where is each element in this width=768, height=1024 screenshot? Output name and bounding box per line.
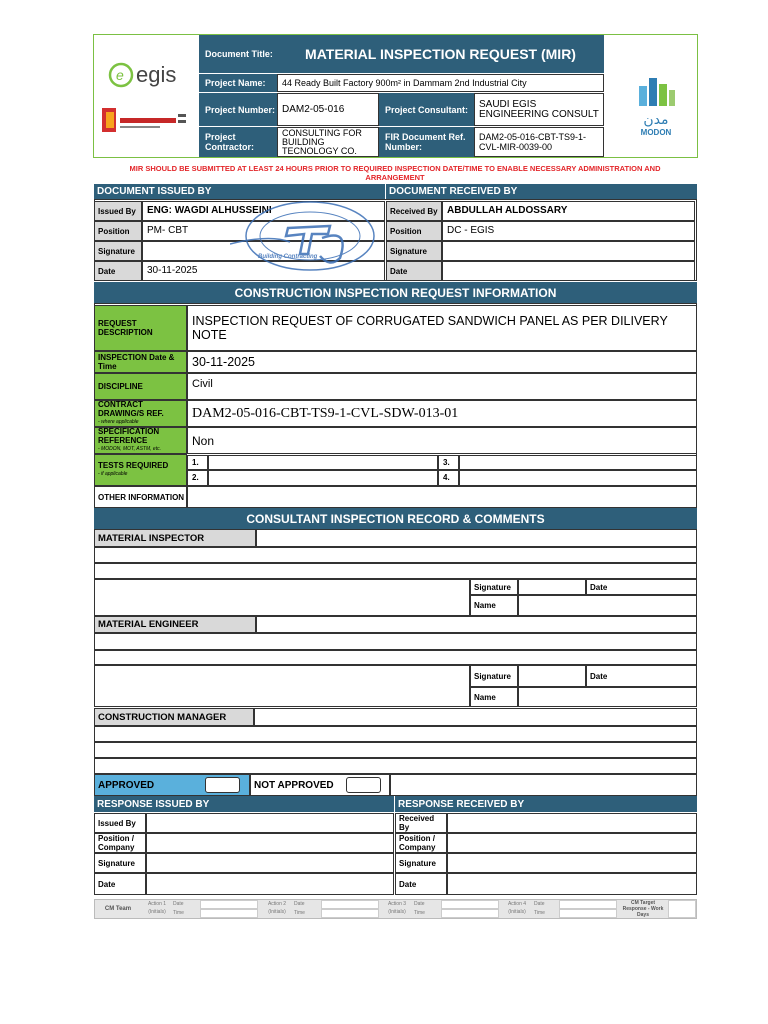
project-number: DAM2-05-016 bbox=[277, 93, 379, 126]
resp-issued-date-label: Date bbox=[94, 873, 146, 895]
cm-target-field[interactable] bbox=[668, 900, 696, 918]
construction-manager-label: CONSTRUCTION MANAGER bbox=[94, 708, 254, 726]
other-value[interactable] bbox=[187, 486, 697, 508]
drawing-sub: - where applicable bbox=[98, 419, 139, 425]
test-3-field[interactable] bbox=[459, 455, 697, 470]
not-approved-checkbox[interactable] bbox=[346, 777, 381, 793]
drawing-value: DAM2-05-016-CBT-TS9-1-CVL-SDW-013-01 bbox=[187, 400, 697, 427]
cbt-logo bbox=[98, 104, 190, 138]
received-by-label: Received By bbox=[386, 201, 442, 221]
modon-logo bbox=[628, 74, 684, 142]
spec-sub: - MODON, MOT, ASTM, etc. bbox=[98, 446, 161, 452]
spec-label: SPECIFICATION REFERENCE bbox=[98, 427, 160, 445]
cm-team-label: CM Team bbox=[104, 906, 132, 912]
mi-date-label: Date bbox=[586, 579, 697, 595]
insp-date-label: INSPECTION Date & Time bbox=[94, 351, 187, 373]
me-comment-row-1[interactable] bbox=[94, 633, 697, 650]
action-2-time-field[interactable] bbox=[321, 909, 379, 918]
project-contractor-label: Project Contractor: bbox=[199, 127, 277, 157]
resp-received-date-field[interactable] bbox=[447, 873, 697, 895]
mi-signature-label: Signature bbox=[470, 579, 518, 595]
issued-position-value: PM- CBT bbox=[142, 221, 385, 241]
modon-text: MODON bbox=[640, 128, 672, 137]
action-4-time-field[interactable] bbox=[559, 909, 617, 918]
resp-received-position-label: Position / Company bbox=[395, 833, 447, 853]
issued-date-value: 30-11-2025 bbox=[142, 261, 385, 281]
resp-issued-by-label: Issued By bbox=[94, 813, 146, 833]
action-1: Action 1 (Initials) bbox=[147, 901, 167, 915]
company-stamp bbox=[230, 198, 380, 278]
discipline-label: DISCIPLINE bbox=[94, 373, 187, 400]
drawing-label: CONTRACT DRAWING/S REF. bbox=[98, 400, 164, 418]
received-position-value: DC - EGIS bbox=[442, 221, 695, 241]
resp-received-signature-field[interactable] bbox=[447, 853, 697, 873]
resp-issued-signature-field[interactable] bbox=[146, 853, 394, 873]
stamp-text: Building Contracting bbox=[258, 254, 318, 260]
test-2-num: 2. bbox=[187, 470, 208, 486]
action-2-datetime: Date Time bbox=[294, 901, 305, 916]
response-issued-header: RESPONSE ISSUED BY bbox=[94, 796, 394, 812]
request-value: INSPECTION REQUEST OF CORRUGATED SANDWICH PANEL AS PER DILIVERY NOTE bbox=[187, 305, 697, 351]
received-header: DOCUMENT RECEIVED BY bbox=[386, 184, 697, 199]
action-2: Action 2 (Initials) bbox=[267, 901, 287, 915]
project-consultant-label: Project Consultant: bbox=[379, 93, 474, 126]
test-1-num: 1. bbox=[187, 455, 208, 470]
stamp-icon bbox=[230, 198, 380, 278]
resp-received-date-label: Date bbox=[395, 873, 447, 895]
received-date-label: Date bbox=[386, 261, 442, 281]
project-number-label: Project Number: bbox=[199, 93, 277, 126]
resp-received-by-field[interactable] bbox=[447, 813, 697, 833]
egis-logo-text: egis bbox=[136, 62, 177, 87]
mi-signature-field[interactable] bbox=[518, 579, 586, 595]
material-inspector-field[interactable] bbox=[256, 529, 697, 547]
mi-name-field[interactable] bbox=[518, 595, 697, 616]
received-by-value: ABDULLAH ALDOSSARY bbox=[442, 201, 695, 221]
construction-manager-field[interactable] bbox=[254, 708, 697, 726]
spec-label-cell bbox=[94, 427, 187, 454]
spec-value: Non bbox=[187, 427, 697, 454]
modon-arabic: مدن bbox=[643, 112, 669, 128]
me-date-label: Date bbox=[586, 665, 697, 687]
resp-issued-by-field[interactable] bbox=[146, 813, 394, 833]
approval-remarks[interactable] bbox=[390, 774, 697, 796]
received-signature-value[interactable] bbox=[442, 241, 695, 261]
issued-signature-label: Signature bbox=[94, 241, 142, 261]
received-position-label: Position bbox=[386, 221, 442, 241]
doc-title: MATERIAL INSPECTION REQUEST (MIR) bbox=[277, 35, 604, 73]
test-2-field[interactable] bbox=[208, 470, 438, 486]
received-signature-label: Signature bbox=[386, 241, 442, 261]
tests-sub: - if applicable bbox=[98, 471, 128, 477]
action-3-time-field[interactable] bbox=[441, 909, 499, 918]
me-signature-field[interactable] bbox=[518, 665, 586, 687]
mi-comment-row-3[interactable] bbox=[94, 579, 470, 616]
action-3-date-field[interactable] bbox=[441, 900, 499, 909]
notice: MIR SHOULD BE SUBMITTED AT LEAST 24 HOURS PRIOR TO REQUIRED INSPECTION DATE/TIME TO ENABLE NECESSARY ADMINISTRATION AND ARRANGEMENT bbox=[129, 164, 661, 182]
egis-e-icon bbox=[108, 62, 134, 88]
resp-received-position-field[interactable] bbox=[447, 833, 697, 853]
resp-received-by-label: Received By bbox=[395, 813, 447, 833]
material-engineer-label: MATERIAL ENGINEER bbox=[94, 616, 256, 633]
me-comment-row-3[interactable] bbox=[94, 665, 470, 707]
issued-by-label: Issued By bbox=[94, 201, 142, 221]
action-1-time-field[interactable] bbox=[200, 909, 258, 918]
fir-label: FIR Document Ref. Number: bbox=[379, 127, 474, 157]
action-4-date-field[interactable] bbox=[559, 900, 617, 909]
mi-comment-row-2[interactable] bbox=[94, 563, 697, 579]
cir-header: CONSTRUCTION INSPECTION REQUEST INFORMATION bbox=[94, 282, 697, 303]
action-3: Action 3 (Initials) bbox=[387, 901, 407, 915]
other-label: OTHER INFORMATION bbox=[94, 486, 187, 508]
action-3-datetime: Date Time bbox=[414, 901, 425, 916]
test-4-num: 4. bbox=[438, 470, 459, 486]
resp-issued-date-field[interactable] bbox=[146, 873, 394, 895]
project-consultant: SAUDI EGIS ENGINEERING CONSULT bbox=[474, 93, 604, 126]
approved-checkbox[interactable] bbox=[205, 777, 240, 793]
test-3-num: 3. bbox=[438, 455, 459, 470]
tests-label: TESTS REQUIRED bbox=[98, 461, 169, 470]
project-name: 44 Ready Built Factory 900m² in Dammam 2nd Industrial City bbox=[277, 74, 604, 92]
action-2-date-field[interactable] bbox=[321, 900, 379, 909]
test-4-field[interactable] bbox=[459, 470, 697, 486]
me-name-field[interactable] bbox=[518, 687, 697, 707]
issued-by-value: ENG: WAGDI ALHUSSEINI bbox=[142, 201, 385, 221]
cm-comment-row-2[interactable] bbox=[94, 742, 697, 758]
insp-date-value: 30-11-2025 bbox=[187, 351, 697, 373]
me-comment-row-2[interactable] bbox=[94, 650, 697, 665]
egis-logo bbox=[108, 62, 188, 88]
me-signature-label: Signature bbox=[470, 665, 518, 687]
mi-name-label: Name bbox=[470, 595, 518, 616]
resp-issued-signature-label: Signature bbox=[94, 853, 146, 873]
discipline-value: Civil bbox=[187, 373, 697, 400]
issued-header: DOCUMENT ISSUED BY bbox=[94, 184, 385, 199]
action-4-datetime: Date Time bbox=[534, 901, 545, 916]
not-approved-label: NOT APPROVED bbox=[250, 774, 390, 796]
resp-issued-position-field[interactable] bbox=[146, 833, 394, 853]
resp-issued-position-label: Position / Company bbox=[94, 833, 146, 853]
consultant-header: CONSULTANT INSPECTION RECORD & COMMENTS bbox=[94, 508, 697, 529]
issued-position-label: Position bbox=[94, 221, 142, 241]
svg-text:e: e bbox=[116, 67, 124, 83]
doc-title-label: Document Title: bbox=[199, 35, 277, 73]
project-contractor: CONSULTING FOR BUILDING TECNOLOGY CO. bbox=[277, 127, 379, 157]
material-inspector-label: MATERIAL INSPECTOR bbox=[94, 529, 256, 547]
me-name-label: Name bbox=[470, 687, 518, 707]
tests-label-cell bbox=[94, 454, 187, 486]
project-name-label: Project Name: bbox=[199, 74, 277, 92]
modon-buildings-icon bbox=[633, 74, 679, 108]
response-received-header: RESPONSE RECEIVED BY bbox=[395, 796, 697, 812]
action-1-date-field[interactable] bbox=[200, 900, 258, 909]
cm-comment-row-3[interactable] bbox=[94, 758, 697, 774]
request-label: REQUEST DESCRIPTION bbox=[94, 305, 187, 351]
resp-received-signature-label: Signature bbox=[395, 853, 447, 873]
approved-label: APPROVED bbox=[94, 774, 250, 796]
drawing-label-cell bbox=[94, 400, 187, 427]
issued-date-label: Date bbox=[94, 261, 142, 281]
action-4: Action 4 (Initials) bbox=[507, 901, 527, 915]
mi-comment-row-1[interactable] bbox=[94, 547, 697, 563]
cm-comment-row-1[interactable] bbox=[94, 726, 697, 742]
test-1-field[interactable] bbox=[208, 455, 438, 470]
cm-target-label: CM Target Response - Work Days bbox=[622, 900, 664, 918]
received-date-value[interactable] bbox=[442, 261, 695, 281]
material-engineer-field[interactable] bbox=[256, 616, 697, 633]
fir-number: DAM2-05-016-CBT-TS9-1-CVL-MIR-0039-00 bbox=[474, 127, 604, 157]
action-1-datetime: Date Time bbox=[173, 901, 184, 916]
